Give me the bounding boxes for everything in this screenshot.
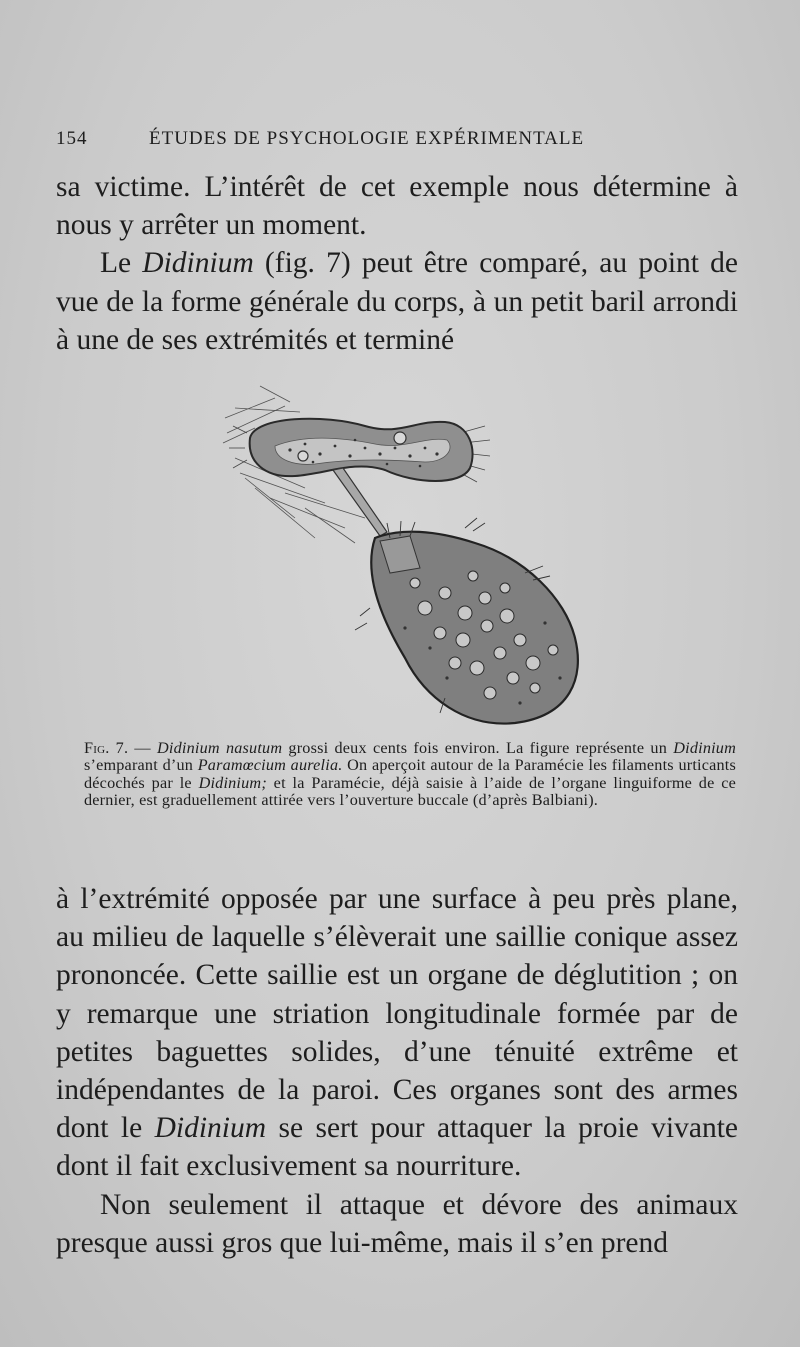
paragraph-2-rest: (fig. 7) peut être comparé, au point de vue de la forme générale du corps, à un petit baril arrondi à une de ses extrémités et terminé bbox=[56, 247, 738, 356]
paragraph-didinium-shape bbox=[56, 244, 738, 359]
didinium-paramecium-illustration-icon bbox=[215, 378, 595, 738]
figure-label: Fig. 7. bbox=[84, 739, 129, 757]
paragraph-3-italic: Didinium bbox=[154, 1112, 267, 1145]
paragraph-3-rest: se sert pour attaquer la proie vivante dont il fait exclusivement sa nourriture. bbox=[56, 1112, 738, 1183]
caption-text bbox=[84, 740, 736, 810]
paragraph-2-italic: Didinium bbox=[142, 247, 254, 280]
caption-dash: — bbox=[128, 739, 157, 757]
caption-paramecium: Paramœcium aurelia. bbox=[197, 756, 343, 775]
caption-species: Didinium nasutum bbox=[157, 739, 283, 757]
page-number: 154 bbox=[56, 128, 88, 149]
paragraph-4-text: Non seulement il attaque et dévore des animaux presque aussi gros que lui-même, mais il s’en prend bbox=[56, 1188, 738, 1259]
running-title: ÉTUDES DE PSYCHOLOGIE EXPÉRIMENTALE bbox=[149, 128, 585, 149]
paragraph-1-text: sa victime. L’intérêt de cet exemple nous détermine à nous y arrêter un moment. bbox=[56, 171, 738, 242]
figure-7 bbox=[215, 378, 595, 738]
figure-caption bbox=[84, 740, 736, 810]
bottom-text-block bbox=[56, 880, 738, 1262]
caption-text-4: et la Paramécie, déjà saisie à l’aide de l’organe linguiforme de ce dernier, est graduellement attirée vers l’ouverture buccale (d’après Balbiani). bbox=[84, 773, 736, 810]
paragraph-2-start: Le bbox=[100, 247, 143, 280]
caption-didinium: Didinium bbox=[673, 739, 736, 757]
caption-text-1: grossi deux cents fois environ. La figure représente un bbox=[282, 739, 674, 757]
paragraph-3-start: à l’extrémité opposée par une surface à peu près plane, au milieu de laquelle s’élèverait une saillie conique assez prononcée. Cette saillie est un organe de déglutition ; on y remarque une striation longitudinale formée par de petites baguettes solides, d’une ténuité extrême et indépendantes de la paroi. Ces organes sont des armes dont le bbox=[56, 883, 738, 1145]
caption-text-2: s’emparant d’un bbox=[84, 756, 198, 775]
paragraph-attack bbox=[56, 1186, 738, 1262]
paragraph-continued bbox=[56, 168, 738, 244]
caption-didinium-2: Didinium; bbox=[198, 773, 267, 792]
caption-text-3: On aperçoit autour de la Paramécie les filaments urticants décochés par le bbox=[84, 756, 736, 792]
top-text-block bbox=[56, 168, 738, 359]
paragraph-organ bbox=[56, 880, 738, 1186]
